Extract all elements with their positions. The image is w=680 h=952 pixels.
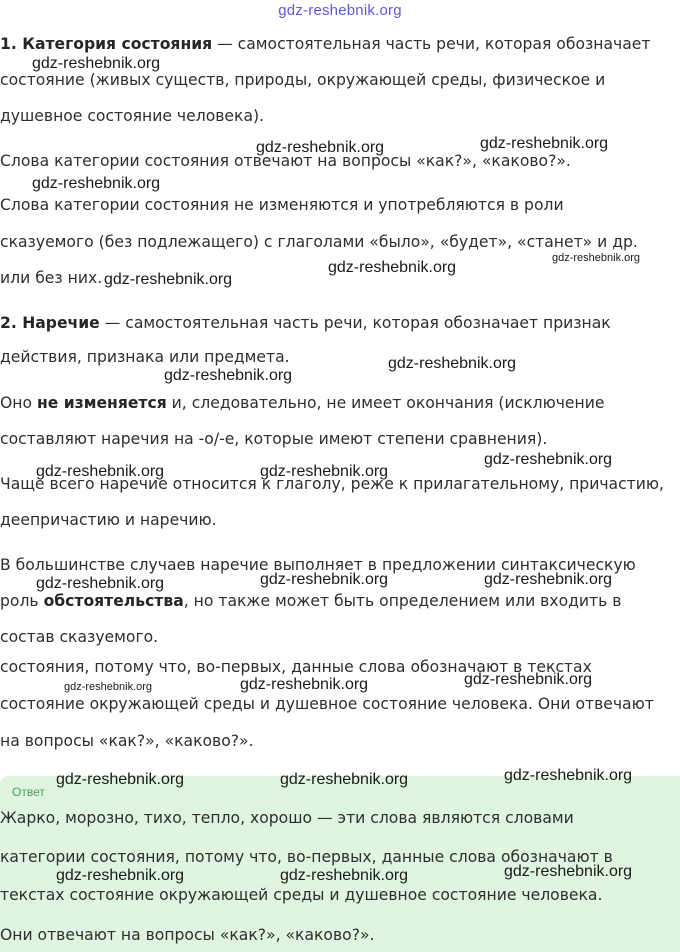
text-line [0,591,621,611]
text-line: состояние (живых существ, природы, окружающей среды, физическое и [0,71,606,89]
watermark: gdz-reshebnik.org [56,867,185,884]
watermark: gdz-reshebnik.org [260,463,389,480]
text-line: Слова категории состояния отвечают на вопросы «как?», «каково?». [0,152,571,170]
text-line: Слова категории состояния не изменяются и употребляются в роли [0,196,564,214]
watermark: gdz-reshebnik.org [36,575,165,592]
text-span: роль [0,592,44,610]
answer-line: категории состояния, потому что, во-первых, данные слова обозначают в [0,848,613,866]
watermark: gdz-reshebnik.org [164,367,293,384]
definition-line [0,313,611,333]
text-line: на вопросы «как?», «каково?». [0,732,254,750]
watermark: gdz-reshebnik.org [484,571,613,588]
watermark: gdz-reshebnik.org [104,271,233,288]
text-line: В большинстве случаев наречие выполняет в предложении синтаксическую [0,556,636,574]
text-line: душевное состояние человека). [0,107,265,125]
site-header-link[interactable]: gdz-reshebnik.org [278,2,402,19]
text-line: Чаще всего наречие относится к глаголу, реже к прилагательному, причастию, [0,475,664,493]
text-line: состав сказуемого. [0,628,159,646]
answer-label: Ответ [12,785,45,799]
watermark: gdz-reshebnik.org [552,252,641,264]
answer-line: текстах состояние окружающей среды и душевное состояние человека. [0,886,603,904]
watermark: gdz-reshebnik.org [64,681,153,693]
watermark: gdz-reshebnik.org [260,571,389,588]
emphasis-text: не изменяется [36,394,167,412]
emphasis-text: обстоятельства [43,592,184,610]
watermark: gdz-reshebnik.org [388,355,517,372]
text-line [0,393,604,413]
term-heading: 2. Наречие [0,314,100,332]
text-line: деепричастию и наречию. [0,511,217,529]
text-span: , но также может быть определением или входить в [183,592,622,610]
text-line: сказуемого (без подлежащего) с глаголами «было», «будет», «станет» и др. [0,233,638,251]
definition-line [0,34,651,54]
text-line: состояния, потому что, во-первых, данные слова обозначают в текстах [0,658,592,676]
answer-line: Они отвечают на вопросы «как?», «каково?». [0,926,375,944]
text-span: — самостоятельная часть речи, которая обозначает признак [99,314,611,332]
watermark: gdz-reshebnik.org [240,676,369,693]
term-heading: 1. Категория состояния [0,35,213,53]
text-line: или без них. [0,269,103,287]
watermark: gdz-reshebnik.org [256,139,385,156]
watermark: gdz-reshebnik.org [280,867,409,884]
watermark: gdz-reshebnik.org [504,863,633,880]
watermark: gdz-reshebnik.org [480,135,609,152]
text-line: состояние окружающей среды и душевное состояние человека. Они отвечают [0,695,654,713]
watermark: gdz-reshebnik.org [56,771,185,788]
text-line: действия, признака или предмета. [0,348,290,366]
watermark: gdz-reshebnik.org [32,175,161,192]
watermark: gdz-reshebnik.org [484,451,613,468]
watermark: gdz-reshebnik.org [328,259,457,276]
text-span: и, следовательно, не имеет окончания (исключение [166,394,605,412]
watermark: gdz-reshebnik.org [464,671,593,688]
watermark: gdz-reshebnik.org [36,463,165,480]
watermark: gdz-reshebnik.org [504,767,633,784]
text-line: составляют наречия на -о/-е, которые имеют степени сравнения). [0,430,548,448]
watermark: gdz-reshebnik.org [32,55,161,72]
text-span: Оно [0,394,37,412]
answer-line: Жарко, морозно, тихо, тепло, хорошо — эти слова являются словами [0,809,574,827]
watermark: gdz-reshebnik.org [280,771,409,788]
text-span: — самостоятельная часть речи, которая обозначает [212,35,651,53]
